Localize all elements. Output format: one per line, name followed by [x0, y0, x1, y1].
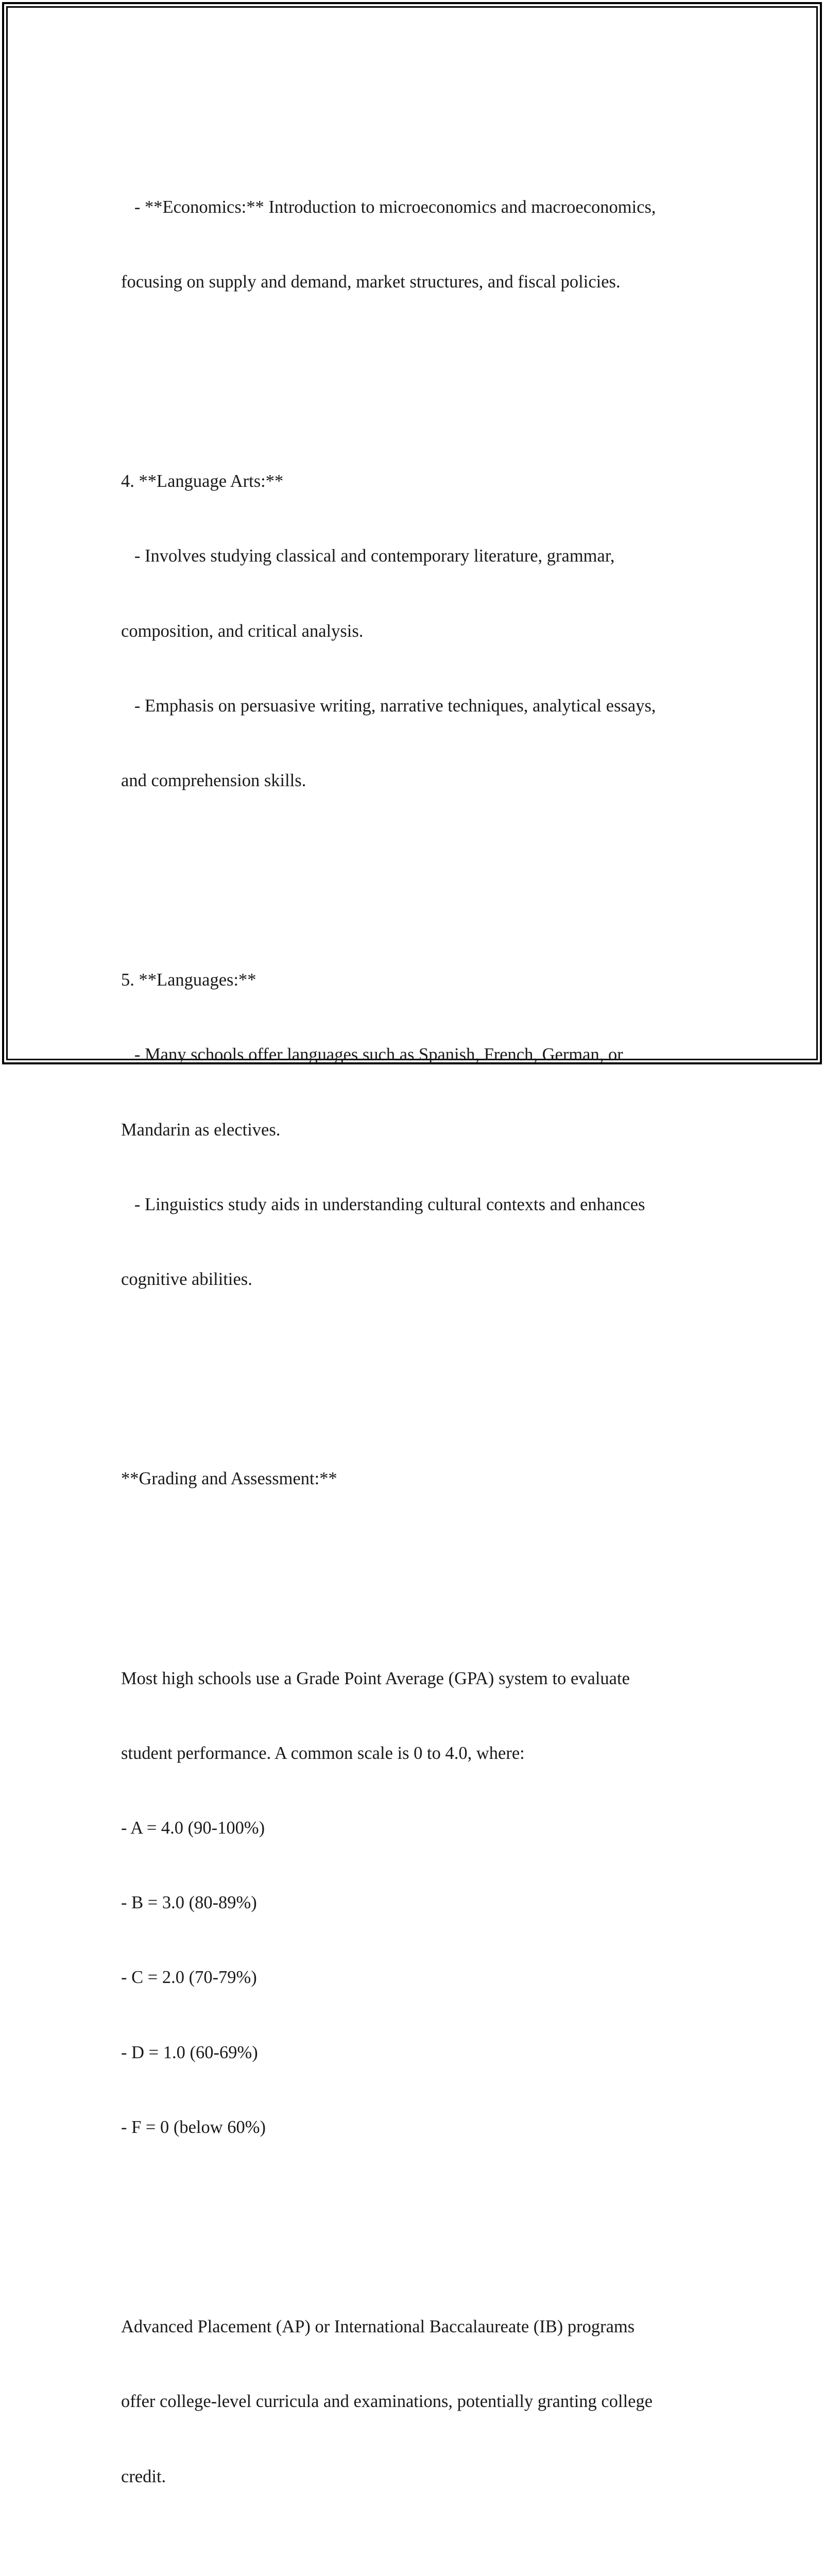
text-line: - F = 0 (below 60%)	[121, 2117, 266, 2137]
text-line: **Grading and Assessment:**	[121, 1469, 337, 1489]
text-line: - Linguistics study aids in understanding cultural contexts and enhances	[121, 1194, 645, 1214]
paragraph-gpa-scale	[121, 1616, 713, 2190]
text-line: - D = 1.0 (60-69%)	[121, 2042, 258, 2062]
document-body	[121, 95, 713, 2576]
heading-grading-assessment	[121, 1416, 713, 1541]
text-line: - Many schools offer languages such as Spanish, French, German, or	[121, 1045, 623, 1065]
paragraph-economics	[121, 145, 713, 344]
text-line: focusing on supply and demand, market structures, and fiscal policies.	[121, 272, 621, 292]
text-line: - **Economics:** Introduction to microeconomics and macroeconomics,	[121, 197, 656, 217]
text-line: and comprehension skills.	[121, 770, 306, 790]
text-line: - A = 4.0 (90-100%)	[121, 1818, 265, 1838]
paragraph-languages	[121, 918, 713, 1342]
text-line: Most high schools use a Grade Point Average (GPA) system to evaluate	[121, 1668, 630, 1688]
text-line: - B = 3.0 (80-89%)	[121, 1893, 257, 1913]
paragraph-ap-ib	[121, 2264, 713, 2538]
text-line: cognitive abilities.	[121, 1269, 252, 1290]
text-line: offer college-level curricula and examinations, potentially granting college	[121, 2392, 653, 2412]
text-line: student performance. A common scale is 0 to 4.0, where:	[121, 1743, 525, 1763]
text-line: - C = 2.0 (70-79%)	[121, 1968, 257, 1988]
paragraph-language-arts	[121, 419, 713, 843]
text-line: 4. **Language Arts:**	[121, 471, 284, 492]
text-line: credit.	[121, 2466, 166, 2486]
text-line: Mandarin as electives.	[121, 1120, 281, 1140]
text-line: - Involves studying classical and contemporary literature, grammar,	[121, 546, 615, 566]
text-line: - Emphasis on persuasive writing, narrative techniques, analytical essays,	[121, 696, 656, 716]
text-line: 5. **Languages:**	[121, 970, 256, 990]
text-line: composition, and critical analysis.	[121, 621, 364, 641]
text-line: Advanced Placement (AP) or International Baccalaureate (IB) programs	[121, 2317, 635, 2337]
